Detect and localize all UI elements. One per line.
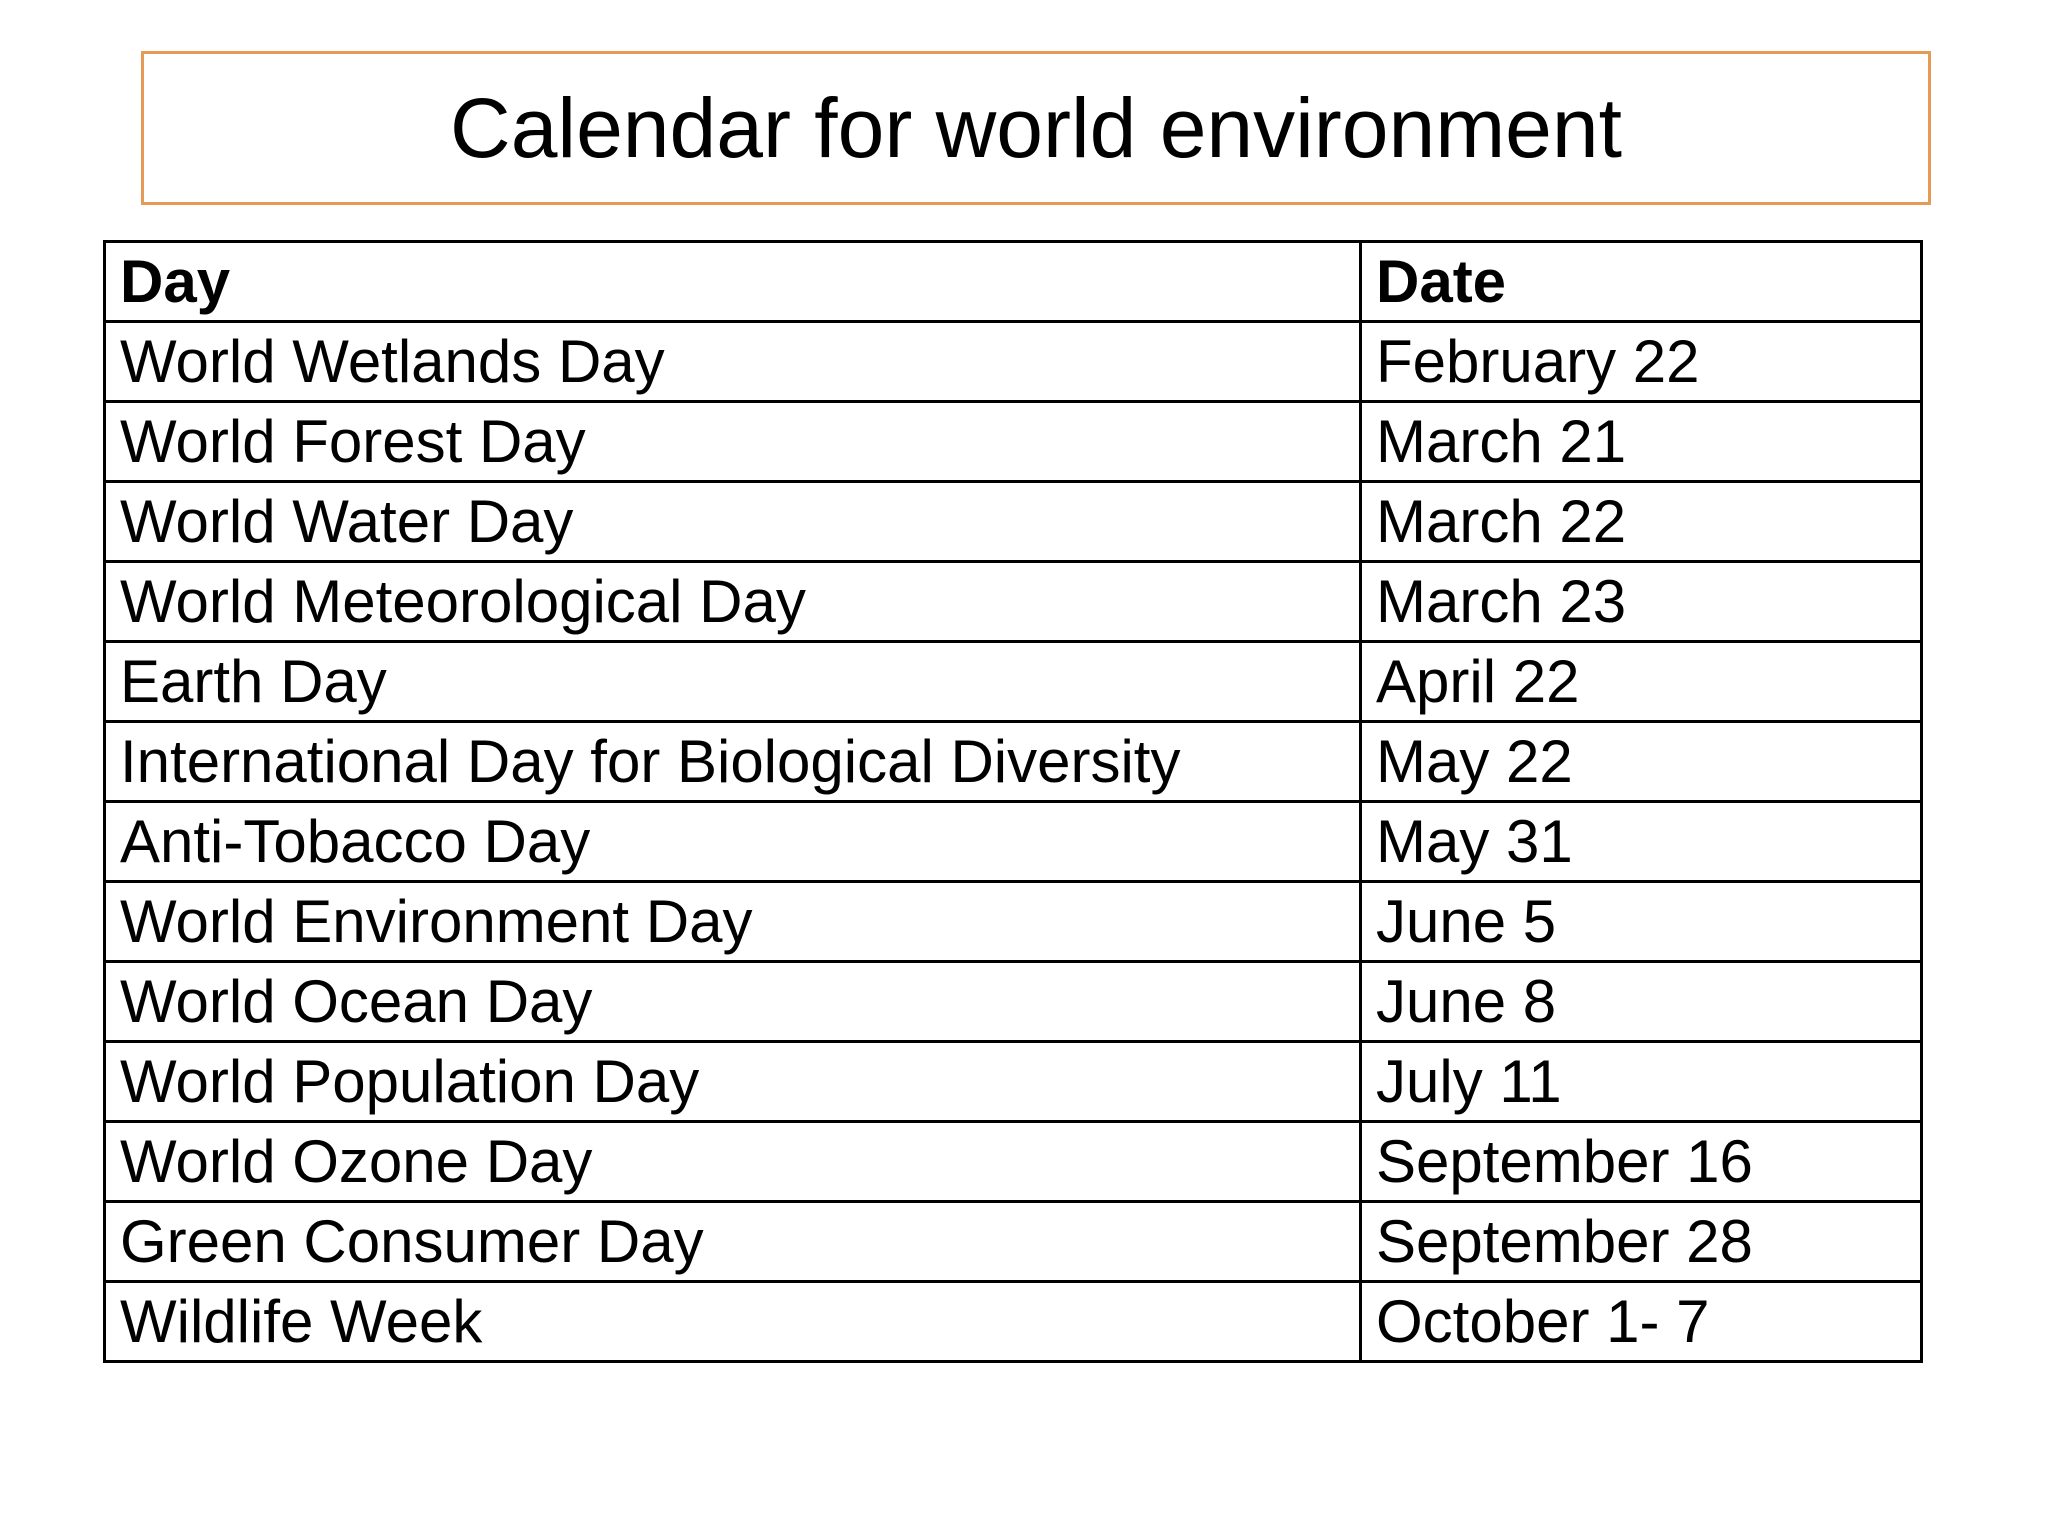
day-cell: World Ozone Day [105,1122,1361,1202]
date-cell: March 21 [1361,402,1922,482]
date-cell: June 5 [1361,882,1922,962]
day-cell: World Wetlands Day [105,322,1361,402]
day-cell: Anti-Tobacco Day [105,802,1361,882]
day-cell: World Environment Day [105,882,1361,962]
table-row [105,1042,1922,1122]
date-cell: July 11 [1361,1042,1922,1122]
day-cell: World Water Day [105,482,1361,562]
day-cell: World Forest Day [105,402,1361,482]
date-cell: February 22 [1361,322,1922,402]
day-cell: Green Consumer Day [105,1202,1361,1282]
date-cell: May 22 [1361,722,1922,802]
table-row [105,1282,1922,1362]
table-row [105,802,1922,882]
table-row [105,882,1922,962]
table-row [105,1122,1922,1202]
day-cell: World Ocean Day [105,962,1361,1042]
header-date: Date [1361,242,1922,322]
table-header-row [105,242,1922,322]
day-cell: Earth Day [105,642,1361,722]
table-row [105,642,1922,722]
date-cell: September 28 [1361,1202,1922,1282]
calendar-table [103,240,1923,1363]
calendar-table-container [103,240,1920,1363]
date-cell: October 1- 7 [1361,1282,1922,1362]
table-row [105,562,1922,642]
table-row [105,322,1922,402]
date-cell: March 23 [1361,562,1922,642]
table-row [105,402,1922,482]
date-cell: May 31 [1361,802,1922,882]
date-cell: September 16 [1361,1122,1922,1202]
table-row [105,1202,1922,1282]
header-day: Day [105,242,1361,322]
day-cell: Wildlife Week [105,1282,1361,1362]
day-cell: International Day for Biological Diversity [105,722,1361,802]
date-cell: June 8 [1361,962,1922,1042]
day-cell: World Population Day [105,1042,1361,1122]
table-row [105,482,1922,562]
title-box [141,51,1931,205]
day-cell: World Meteorological Day [105,562,1361,642]
table-row [105,722,1922,802]
page-title: Calendar for world environment [450,81,1622,175]
date-cell: April 22 [1361,642,1922,722]
date-cell: March 22 [1361,482,1922,562]
table-row [105,962,1922,1042]
